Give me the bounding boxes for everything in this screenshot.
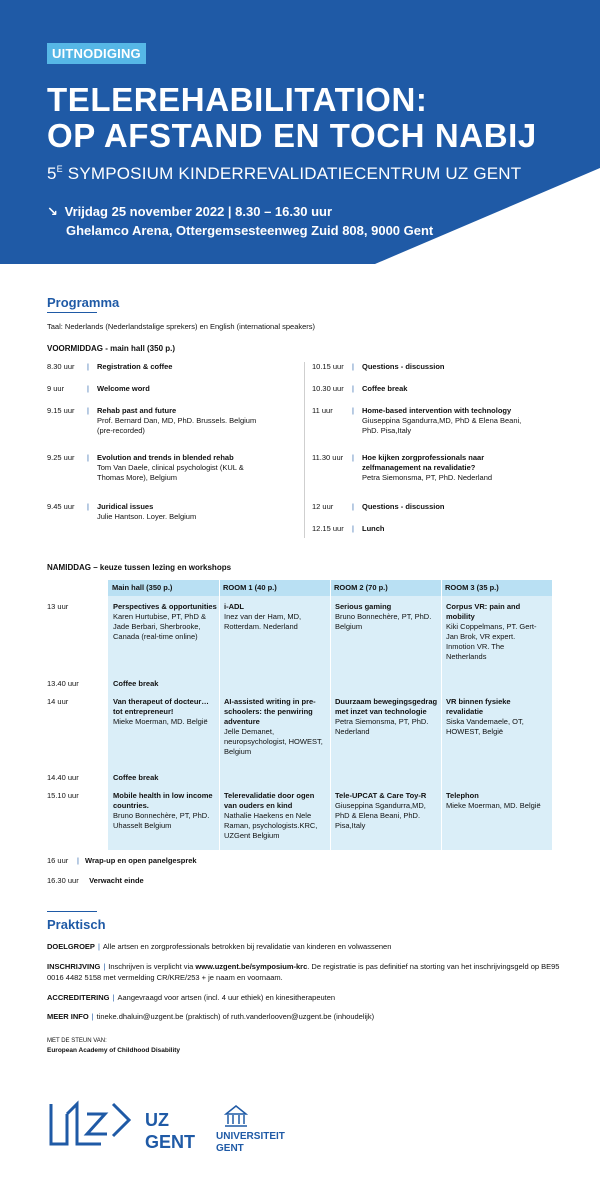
- info-row-meer-info: [47, 1011, 567, 1022]
- item-title: Lunch: [362, 524, 385, 533]
- title-line-2: OP AFSTAND EN TOCH NABIJ: [47, 117, 537, 154]
- session-title: Corpus VR: pain and mobility: [446, 602, 521, 621]
- item-detail: Giuseppina Sgandurra,MD, PhD & Elena Beani, PhD. Pisa,Italy: [362, 416, 522, 435]
- ug-gent-text: GENT: [216, 1143, 244, 1154]
- column-separator: [330, 580, 331, 850]
- bar-separator: |: [87, 406, 89, 415]
- item-time: 9.25 uur: [47, 453, 75, 462]
- registration-link[interactable]: www.uzgent.be/symposium-krc: [195, 962, 308, 971]
- universiteit-text: UNIVERSITEIT: [216, 1131, 285, 1142]
- bar-separator: |: [87, 453, 89, 462]
- column-separator: [219, 580, 220, 850]
- item-title: Welcome word: [97, 384, 150, 393]
- universiteit-gent-logo: [216, 1102, 296, 1167]
- bar-separator: |: [352, 453, 354, 462]
- subtitle-text: SYMPOSIUM KINDERREVALIDATIECENTRUM UZ GENT: [62, 164, 522, 183]
- item-detail: Prof. Bernard Dan, MD, PhD. Brussels. Belgium (pre-recorded): [97, 416, 257, 435]
- info-row-accreditering: [47, 992, 567, 1003]
- bar-separator: |: [77, 856, 79, 865]
- info-separator: |: [97, 942, 100, 951]
- slot-time: 14.40 uur: [47, 773, 79, 782]
- closing-item: [47, 876, 144, 886]
- session-cell: [446, 602, 542, 662]
- item-title: Wrap-up en open panelgesprek: [85, 856, 197, 865]
- support-label: MET DE STEUN VAN:: [47, 1038, 107, 1044]
- language-note: Taal: Nederlands (Nederlandstalige sprekers) en English (international speakers): [47, 322, 316, 331]
- header-banner: [0, 0, 600, 270]
- item-title: Evolution and trends in blended rehab: [97, 453, 234, 462]
- subtitle: [47, 164, 521, 184]
- slot-time: 15.10 uur: [47, 791, 79, 800]
- info-separator: |: [112, 993, 115, 1002]
- closing-item: [47, 856, 197, 866]
- gent-text: GENT: [145, 1132, 196, 1152]
- session-title: Telephon: [446, 791, 479, 800]
- morning-left-column: [47, 362, 297, 542]
- session-title: VR binnen fysieke revalidatie: [446, 697, 511, 716]
- break-label: Coffee break: [113, 773, 159, 782]
- item-time: 12.15 uur: [312, 524, 344, 533]
- item-time: 16 uur: [47, 856, 69, 865]
- programma-title: Programma: [47, 295, 120, 310]
- bar-separator: |: [87, 502, 89, 511]
- item-detail: Petra Siemonsma, PT, PhD. Nederland: [362, 473, 493, 482]
- session-cell: [224, 602, 328, 632]
- session-cell: [335, 791, 439, 831]
- praktisch-rule: [47, 911, 97, 912]
- session-cell: [335, 602, 439, 632]
- info-label: MEER INFO: [47, 1012, 89, 1021]
- afternoon-heading: NAMIDDAG – keuze tussen lezing en workshops: [47, 563, 232, 572]
- item-time: 8.30 uur: [47, 362, 75, 371]
- session-cell: [446, 791, 542, 811]
- arrow-icon: ↘: [47, 204, 58, 219]
- session-title: Mobile health in low income countries.: [113, 791, 213, 810]
- column-header: Main hall (350 p.): [108, 580, 219, 596]
- session-detail: Mieke Moerman, MD. België: [113, 717, 208, 726]
- session-detail: Inez van der Ham, MD, Rotterdam. Nederland: [224, 612, 302, 631]
- item-title: Juridical issues: [97, 502, 154, 511]
- bar-separator: |: [352, 406, 354, 415]
- item-title: Hoe kijken zorgprofessionals naar zelfmanagement na revalidatie?: [362, 453, 485, 472]
- info-text: Inschrijven is verplicht via: [108, 962, 196, 971]
- item-time: 11.30 uur: [312, 453, 344, 462]
- item-detail: Tom Van Daele, clinical psychologist (KUL & Thomas More), Belgium: [97, 463, 244, 482]
- session-title: Telerevalidatie door ogen van ouders en kind: [224, 791, 315, 810]
- subtitle-number: 5: [47, 164, 57, 183]
- column-header: ROOM 3 (35 p.): [441, 580, 552, 596]
- item-time: 10.15 uur: [312, 362, 344, 371]
- session-title: AI-assisted writing in pre-schoolers: the penwiring adventure: [224, 697, 316, 726]
- session-title: i-ADL: [224, 602, 244, 611]
- session-detail: Bruno Bonnechère, PT, PhD. Uhasselt Belgium: [113, 811, 210, 830]
- building-icon: [226, 1106, 246, 1114]
- contact-emails[interactable]: tineke.dhaluin@uzgent.be (praktisch) of ruth.vanderlooven@uzgent.be (inhoudelijk): [96, 1012, 375, 1021]
- info-text: . De registratie is pas definitief na storting van het inschrijvingsgeld op BE95 0016 4482 5158 met vermelding CR/KRE/253 + je naam en voornaam.: [47, 962, 560, 982]
- morning-right-column: [312, 362, 562, 542]
- session-title: Van therapeut of docteur… tot entrepreneur!: [113, 697, 209, 716]
- session-title: Tele-UPCAT & Care Toy-R: [335, 791, 427, 800]
- column-header: ROOM 1 (40 p.): [219, 580, 330, 596]
- session-detail: Kiki Coppelmans, PT. Gert-Jan Brok, VR expert. Inmotion VR. The Netherlands: [446, 622, 537, 661]
- programma-rule: [47, 312, 97, 313]
- info-label: ACCREDITERING: [47, 993, 110, 1002]
- bar-separator: |: [87, 384, 89, 393]
- bar-separator: |: [352, 362, 354, 371]
- morning-heading: VOORMIDDAG - main hall (350 p.): [47, 344, 176, 353]
- item-title: Verwacht einde: [89, 876, 144, 885]
- uz-gent-logo-mark: [47, 1100, 207, 1160]
- item-title: Rehab past and future: [97, 406, 177, 415]
- item-time: 11 uur: [312, 406, 333, 415]
- item-time: 9.15 uur: [47, 406, 75, 415]
- afternoon-schedule-grid: [47, 580, 552, 850]
- slot-time: 13 uur: [47, 602, 69, 611]
- session-detail: Nathalie Haekens en Nele Raman, psychologists.KRC, UZGent Belgium: [224, 811, 318, 840]
- event-details: [47, 202, 433, 240]
- session-title: Duurzaam bewegingsgedrag met inzet van technologie: [335, 697, 438, 716]
- item-detail: Julie Hantson. Loyer. Belgium: [97, 512, 197, 521]
- session-cell: [224, 697, 328, 757]
- item-title: Questions - discussion: [362, 502, 445, 511]
- title-line-1: TELEREHABILITATION:: [47, 81, 428, 118]
- session-detail: Jelle Demanet, neuropsychologist, HOWEST, Belgium: [224, 727, 323, 756]
- support-organisation: European Academy of Childhood Disability: [47, 1047, 181, 1054]
- session-detail: Mieke Moerman, MD. België: [446, 801, 541, 810]
- bar-separator: |: [352, 502, 354, 511]
- support-block: [47, 1037, 180, 1056]
- info-row-inschrijving: [47, 961, 567, 983]
- item-time: 12 uur: [312, 502, 334, 511]
- invitation-tag: UITNODIGING: [47, 43, 146, 64]
- bar-separator: |: [352, 524, 354, 533]
- item-time: 9.45 uur: [47, 502, 75, 511]
- item-title: Questions - discussion: [362, 362, 445, 371]
- info-label: INSCHRIJVING: [47, 962, 101, 971]
- info-text: Aangevraagd voor artsen (incl. 4 uur ethiek) en kinesitherapeuten: [117, 993, 336, 1002]
- column-header: ROOM 2 (70 p.): [330, 580, 441, 596]
- session-detail: Siska Vandemaele, OT, HOWEST, België: [446, 717, 524, 736]
- session-cell: [113, 697, 217, 727]
- column-divider: [304, 362, 305, 538]
- column-separator: [441, 580, 442, 850]
- session-detail: Petra Siemonsma, PT, PhD. Nederland: [335, 717, 429, 736]
- info-text: Alle artsen en zorgprofessionals betrokken bij revalidatie van kinderen en volwassenen: [102, 942, 392, 951]
- bar-separator: |: [352, 384, 354, 393]
- event-date: Vrijdag 25 november 2022 | 8.30 – 16.30 uur: [64, 204, 333, 219]
- session-detail: Giuseppina Sgandurra,MD, PhD & Elena Beani, PhD. Pisa,Italy: [335, 801, 426, 830]
- info-label: DOELGROEP: [47, 942, 95, 951]
- item-time: 16.30 uur: [47, 876, 79, 885]
- slot-time: 14 uur: [47, 697, 69, 706]
- item-title: Home-based intervention with technology: [362, 406, 512, 415]
- item-title: Registration & coffee: [97, 362, 173, 371]
- session-detail: Karen Hurtubise, PT, PhD & Jade Berbari, Sherbrooke, Canada (real-time online): [113, 612, 206, 641]
- slot-time: 13.40 uur: [47, 679, 79, 688]
- bar-separator: |: [87, 362, 89, 371]
- session-cell: [224, 791, 328, 841]
- session-detail: Bruno Bonnechère, PT, PhD. Belgium: [335, 612, 432, 631]
- university-logo-mark: [216, 1102, 296, 1162]
- subtitle-superscript: E: [56, 164, 63, 174]
- session-title: Perspectives & opportunities: [113, 602, 217, 611]
- info-row-doelgroep: [47, 941, 567, 952]
- break-label: Coffee break: [113, 679, 159, 688]
- praktisch-title: Praktisch: [47, 917, 106, 932]
- session-cell: [446, 697, 542, 737]
- item-title: Coffee break: [362, 384, 408, 393]
- session-cell: [113, 791, 217, 831]
- event-venue: Ghelamco Arena, Ottergemsesteenweg Zuid 808, 9000 Gent: [66, 223, 434, 238]
- item-time: 10.30 uur: [312, 384, 344, 393]
- uz-text: UZ: [145, 1110, 169, 1130]
- session-title: Serious gaming: [335, 602, 392, 611]
- page-title: [47, 82, 537, 154]
- item-time: 9 uur: [47, 384, 65, 393]
- info-separator: |: [91, 1012, 94, 1021]
- session-cell: [335, 697, 439, 737]
- info-separator: |: [103, 962, 106, 971]
- uz-gent-logo: [47, 1100, 207, 1165]
- session-cell: [113, 602, 217, 642]
